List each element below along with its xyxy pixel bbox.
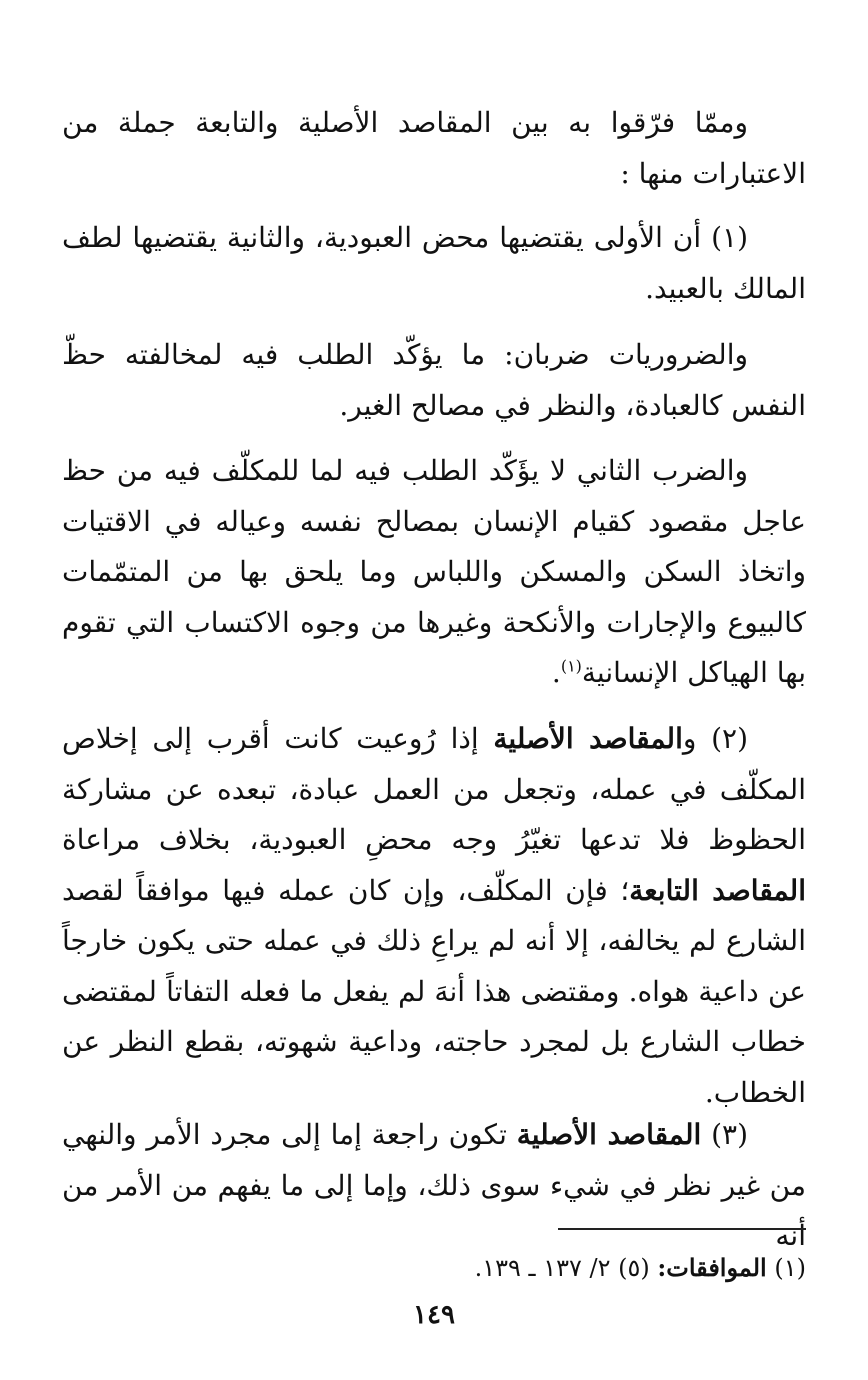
paragraph-4 [62,446,806,699]
term-primary-objectives: المقاصد الأصلية [493,722,683,755]
footnote [62,1250,806,1286]
term-secondary-objectives: المقاصد التابعة [629,873,806,907]
footnote-divider [558,1228,806,1230]
footnote-reference[interactable]: (١) [560,656,582,676]
paragraph-4-text: والضرب الثاني لا يؤَكّد الطلب فيه لما للمكلّف فيه من حظ عاجل مقصود كقيام الإنسان بمصالح نفسه وعياله في الاقتيات واتخاذ السكن والمسكن واللباس وما يلحق بها من المتمّمات كالبيوع والإجارات والأنكحة وغيرها من وجوه الاكتساب التي تقوم بها الهياكل الإنسانية [62,454,806,689]
paragraph-3-text: والضروريات ضربان: ما يؤكّد الطلب فيه لمخالفته حظّ النفس كالعبادة، والنظر في مصالح الغير. [62,338,806,422]
page-number: ١٤٩ [413,1300,455,1330]
paragraph-6-lead: (٣) [701,1118,748,1151]
paragraph-2 [62,213,806,314]
paragraph-6 [62,1110,806,1262]
term-primary-objectives-2: المقاصد الأصلية [516,1118,702,1151]
paragraph-5-lead: (٢) و [682,722,748,755]
footnote-number: (١) [774,1254,806,1282]
paragraph-6-text: تكون راجعة إما إلى مجرد الأمر والنهي من غير نظر في شيء سوى ذلك، وإما إلى ما يفهم من الأمر من أنه [62,1118,806,1252]
paragraph-1 [62,98,806,199]
paragraph-5 [62,714,806,1118]
paragraph-1-text: وممّا فرّقوا به بين المقاصد الأصلية والتابعة جملة من الاعتبارات منها : [62,106,806,190]
paragraph-4-end: . [551,656,561,689]
paragraph-5-text-b: ؛ فإن المكلّف، وإن كان عمله فيها موافقاً لقصد الشارع لم يخالفه، إلا أنه لم يراعِ ذلك في عمله حتى يكون خارجاً عن داعية هواه. ومقتضى هذا أنهَ لم يفعل ما فعله التفاتاً لمقتضى خطاب الشارع بل لمجرد حاجته، وداعية شهوته، بقطع النظر عن الخطاب. [62,873,806,1109]
paragraph-5-text-a: إذا رُوعيت كانت أقرب إلى إخلاص المكلّف في عمله، وتجعل من العمل عبادة، تبعده عن مشاركة الحظوظ فلا تدعها تغيّرُ وجه محضِ العبودية، بخلاف مراعاة [62,722,806,856]
footnote-citation: (٥) ٢/ ١٣٧ ـ ١٣٩. [474,1254,650,1282]
footnote-source: الموافقات: [657,1253,767,1282]
paragraph-3 [62,330,806,431]
paragraph-2-text: (١) أن الأولى يقتضيها محض العبودية، والثانية يقتضيها لطف المالك بالعبيد. [62,221,806,305]
